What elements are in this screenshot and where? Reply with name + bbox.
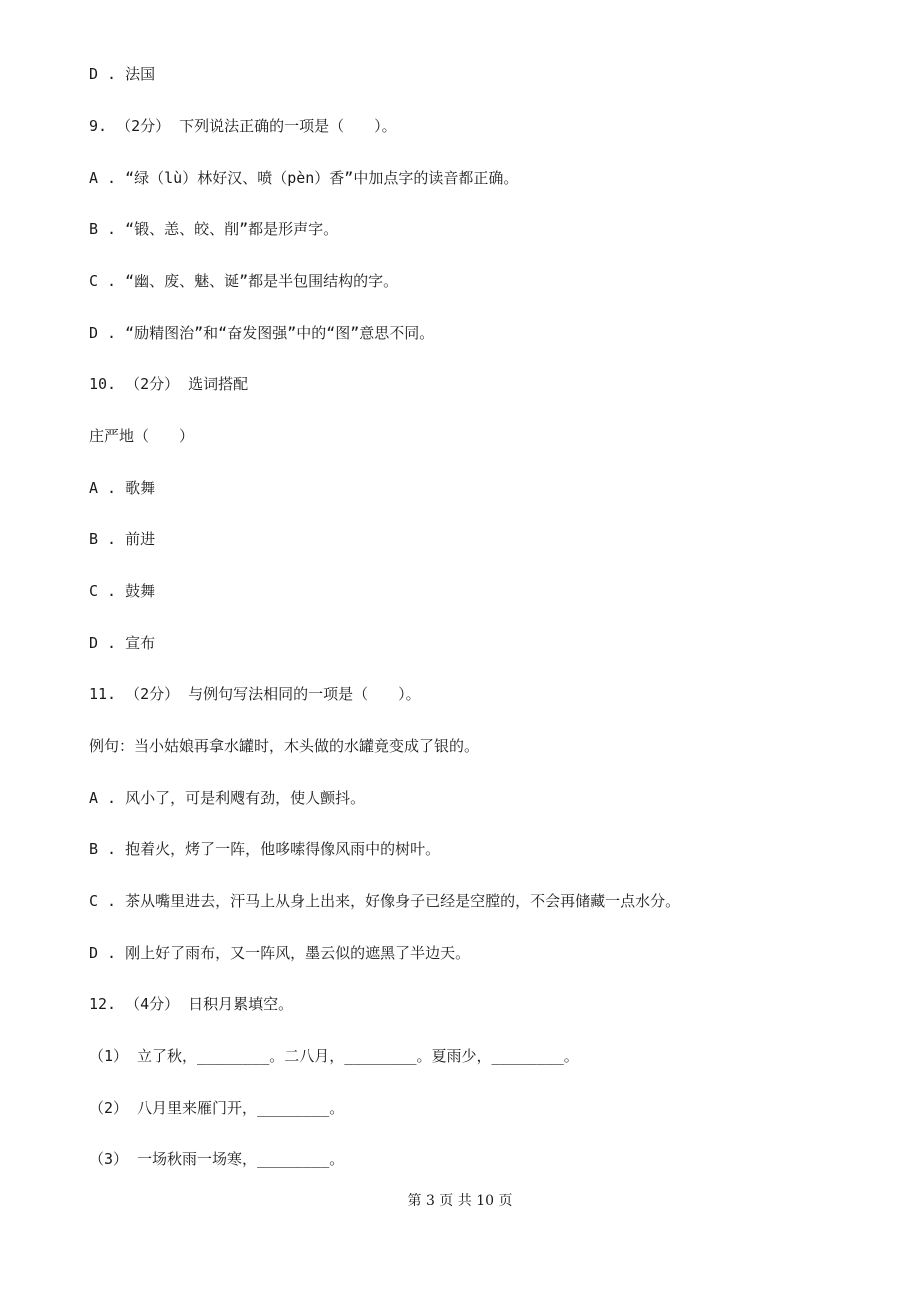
- option-b-q9: B . “锻、恙、皎、削”都是形声字。: [89, 220, 339, 238]
- option-d-q10: D . 宣布: [89, 634, 156, 652]
- option-c-q11: C . 茶从嘴里进去，汗马上从身上出来，好像身子已经是空膛的，不会再储藏一点水分。: [89, 892, 681, 910]
- option-c-q10: C . 鼓舞: [89, 582, 156, 600]
- option-c-q9: C . “幽、废、魅、诞”都是半包围结构的字。: [89, 272, 399, 290]
- question-12-item-2: （2） 八月里来雁门开，________。: [89, 1099, 345, 1117]
- page-footer: 第 3 页 共 10 页: [407, 1193, 513, 1209]
- option-d-q8: D . 法国: [89, 65, 156, 83]
- option-b-q10: B . 前进: [89, 530, 156, 548]
- question-12-item-3: （3） 一场秋雨一场寒，________。: [89, 1150, 345, 1168]
- option-a-q9: A . “绿（lù）林好汉、喷（pèn）香”中加点字的读音都正确。: [89, 169, 519, 187]
- question-12-stem: 12. （4分） 日积月累填空。: [89, 995, 294, 1013]
- question-9-stem: 9. （2分） 下列说法正确的一项是（ ）。: [89, 117, 397, 135]
- question-11-stem: 11. （2分） 与例句写法相同的一项是（ ）。: [89, 685, 421, 703]
- option-a-q11: A . 风小了，可是利飕有劲，使人颤抖。: [89, 789, 366, 807]
- question-11-example: 例句：当小姑娘再拿水罐时，木头做的水罐竟变成了银的。: [89, 737, 480, 755]
- question-10-stem: 10. （2分） 选词搭配: [89, 375, 249, 393]
- option-d-q11: D . 刚上好了雨布，又一阵风，墨云似的遮黑了半边天。: [89, 944, 471, 962]
- option-a-q10: A . 歌舞: [89, 479, 156, 497]
- option-d-q9: D . “励精图治”和“奋发图强”中的“图”意思不同。: [89, 324, 435, 342]
- option-b-q11: B . 抱着火，烤了一阵，他哆嗦得像风雨中的树叶。: [89, 840, 441, 858]
- question-10-prompt: 庄严地（ ）: [89, 427, 195, 445]
- question-12-item-1: （1） 立了秋，________。二八月，________。夏雨少，________。: [89, 1047, 579, 1065]
